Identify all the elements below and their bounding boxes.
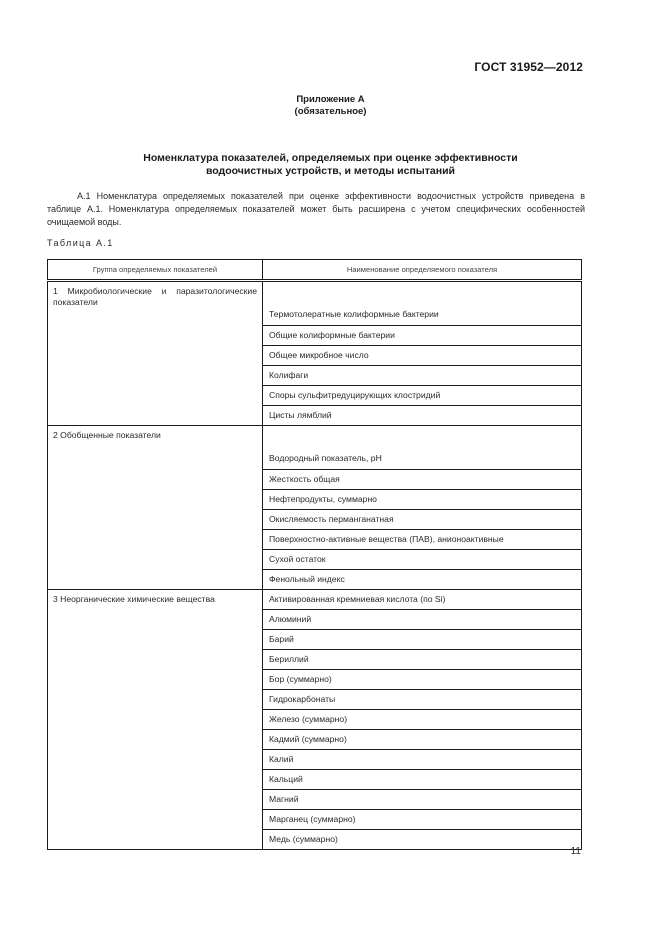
document-title-line-1: Номенклатура показателей, определяемых при оценке эффективности [143, 152, 518, 164]
table-header-row [48, 260, 582, 281]
appendix-heading [0, 94, 661, 118]
indicators-table [47, 259, 582, 850]
indicator-cell: Цисты лямблий [263, 406, 582, 426]
indicator-cell: Термотолератные колиформные бактерии [263, 281, 582, 326]
indicator-cell: Алюминий [263, 610, 582, 630]
indicator-cell: Колифаги [263, 366, 582, 386]
document-title [0, 152, 661, 178]
group-name-cell: 3 Неорганические химические вещества [48, 590, 263, 850]
group-name-cell: 2 Обобщенные показатели [48, 426, 263, 590]
table-caption: Таблица А.1 [47, 238, 114, 248]
indicator-cell: Поверхностно-активные вещества (ПАВ), анионоактивные [263, 530, 582, 550]
indicator-cell: Бор (суммарно) [263, 670, 582, 690]
indicator-cell: Калий [263, 750, 582, 770]
indicator-cell: Бериллий [263, 650, 582, 670]
table-row [48, 281, 582, 326]
standard-code: ГОСТ 31952—2012 [474, 60, 583, 74]
indicator-cell: Барий [263, 630, 582, 650]
intro-paragraph: А.1 Номенклатура определяемых показателей при оценке эффективности водоочистных устройств приведена в таблице А.1. Номенклатура определяемых показателей может быть расширена с учетом специфических особенностей очищаемой воды. [47, 191, 585, 227]
header-indicator: Наименование определяемого показателя [263, 260, 582, 281]
indicator-cell: Магний [263, 790, 582, 810]
indicator-cell: Споры сульфитредуцирующих клостридий [263, 386, 582, 406]
indicator-cell: Общие колиформные бактерии [263, 326, 582, 346]
indicator-cell: Сухой остаток [263, 550, 582, 570]
indicator-cell: Общее микробное число [263, 346, 582, 366]
indicator-cell: Нефтепродукты, суммарно [263, 490, 582, 510]
table-row [48, 590, 582, 610]
indicator-cell: Медь (суммарно) [263, 830, 582, 850]
group-name-cell: 1 Микробиологические и паразитологические показатели [48, 281, 263, 426]
appendix-status: (обязательное) [294, 106, 367, 117]
indicator-cell: Жесткость общая [263, 470, 582, 490]
indicator-cell: Марганец (суммарно) [263, 810, 582, 830]
table-body [48, 281, 582, 850]
page-number: 11 [570, 846, 581, 857]
indicator-cell: Гидрокарбонаты [263, 690, 582, 710]
indicator-cell: Окисляемость перманганатная [263, 510, 582, 530]
header-group: Группа определяемых показателей [48, 260, 263, 281]
document-title-line-2: водоочистных устройств, и методы испытаний [205, 165, 456, 177]
indicator-cell: Кальций [263, 770, 582, 790]
appendix-title: Приложение А [296, 94, 365, 105]
indicator-cell: Железо (суммарно) [263, 710, 582, 730]
table-row [48, 426, 582, 470]
indicator-cell: Кадмий (суммарно) [263, 730, 582, 750]
indicator-cell: Активированная кремниевая кислота (по Si) [263, 590, 582, 610]
indicator-cell: Водородный показатель, pH [263, 426, 582, 470]
indicator-cell: Фенольный индекс [263, 570, 582, 590]
